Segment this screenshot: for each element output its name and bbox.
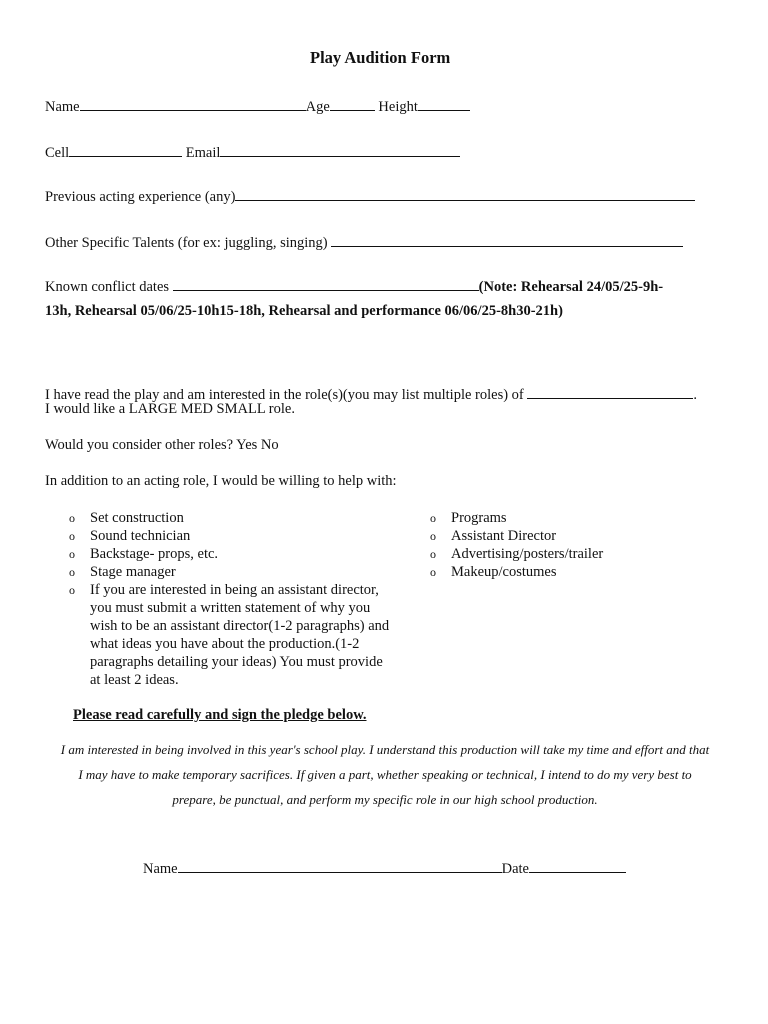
previous-experience-label: Previous acting experience (any): [45, 189, 236, 205]
age-label: Age: [305, 99, 330, 115]
role-interest-label: I have read the play and am interested in the role(s)(you may list multiple roles) of: [45, 387, 524, 403]
help-list-right: [406, 509, 726, 581]
list-item: o Advertising/posters/trailer: [430, 546, 604, 562]
conflict-dates-label: Known conflict dates: [45, 279, 170, 295]
bullet-icon: o: [430, 529, 436, 543]
bullet-icon: o: [69, 565, 75, 579]
page-title: Play Audition Form: [310, 48, 451, 67]
conflict-note-continued: 13h, Rehearsal 05/06/25-10h15-18h, Rehearsal and performance 06/06/25-8h30-21h): [45, 303, 563, 319]
talents-field[interactable]: [331, 232, 683, 247]
bullet-icon: o: [430, 547, 436, 561]
signature-name-field[interactable]: [178, 858, 502, 873]
name-age-height-row: [45, 96, 470, 116]
list-item: o Sound technician: [69, 528, 191, 544]
signature-date-field[interactable]: [529, 858, 626, 873]
pledge-text: I am interested in being involved in this year's school play. I understand this production will take my time and effort and that I may have to make temporary sacrifices. If given a part, whether speaking or technical, I intend to do my very best to prepare, be punctual, and perform my specific role in our high school production.: [60, 742, 710, 807]
name-label: Name: [45, 99, 80, 115]
role-size-text: I would like a LARGE MED SMALL role.: [45, 401, 295, 417]
bullet-icon: o: [69, 511, 75, 525]
list-item: o Programs: [430, 510, 507, 526]
signature-name-label: Name: [143, 861, 178, 877]
cell-field[interactable]: [69, 142, 182, 157]
list-item: o Stage manager: [69, 564, 176, 580]
height-field[interactable]: [418, 96, 470, 111]
bullet-icon: o: [69, 547, 75, 561]
talents-label: Other Specific Talents (for ex: juggling, singing): [45, 235, 328, 251]
signature-date-label: Date: [501, 861, 529, 877]
age-field[interactable]: [330, 96, 375, 111]
help-list-left: [45, 509, 390, 689]
list-item: o Makeup/costumes: [430, 564, 557, 580]
bullet-icon: o: [430, 511, 436, 525]
role-interest-field[interactable]: [527, 384, 693, 399]
conflict-dates-row: [45, 276, 663, 296]
list-item: o Assistant Director: [430, 528, 557, 544]
email-field[interactable]: [220, 142, 460, 157]
list-item: o Backstage- props, etc.: [69, 546, 219, 562]
bullet-icon: o: [69, 583, 75, 597]
talents-row: [45, 232, 683, 252]
previous-experience-row: [45, 186, 695, 206]
role-interest-row: I have read the play and am interested in the role(s)(you may list multiple roles) of .: [45, 384, 697, 404]
bullet-icon: o: [430, 565, 436, 579]
list-item: o If you are interested in being an assistant director, you must submit a written statement of why you wish to be an assistant director(1-2 paragraphs) and what ideas you have about the production.(1-2 paragraphs detailing your ideas) You must provide at least 2 ideas.: [69, 582, 390, 688]
list-item: o Set construction: [69, 510, 184, 526]
cell-email-row: [45, 142, 460, 162]
previous-experience-field[interactable]: [235, 186, 695, 201]
help-intro-text: In addition to an acting role, I would be willing to help with:: [45, 473, 397, 489]
other-roles-text: Would you consider other roles? Yes No: [45, 437, 279, 453]
pledge-title: Please read carefully and sign the pledge below.: [73, 707, 367, 723]
conflict-note: (Note: Rehearsal 24/05/25-9h-: [478, 279, 664, 295]
height-label: Height: [378, 99, 418, 115]
bullet-icon: o: [69, 529, 75, 543]
cell-label: Cell: [45, 145, 70, 161]
conflict-dates-field[interactable]: [173, 276, 479, 291]
name-field[interactable]: [80, 96, 306, 111]
email-label: Email: [185, 145, 221, 161]
signature-row: [143, 858, 626, 878]
